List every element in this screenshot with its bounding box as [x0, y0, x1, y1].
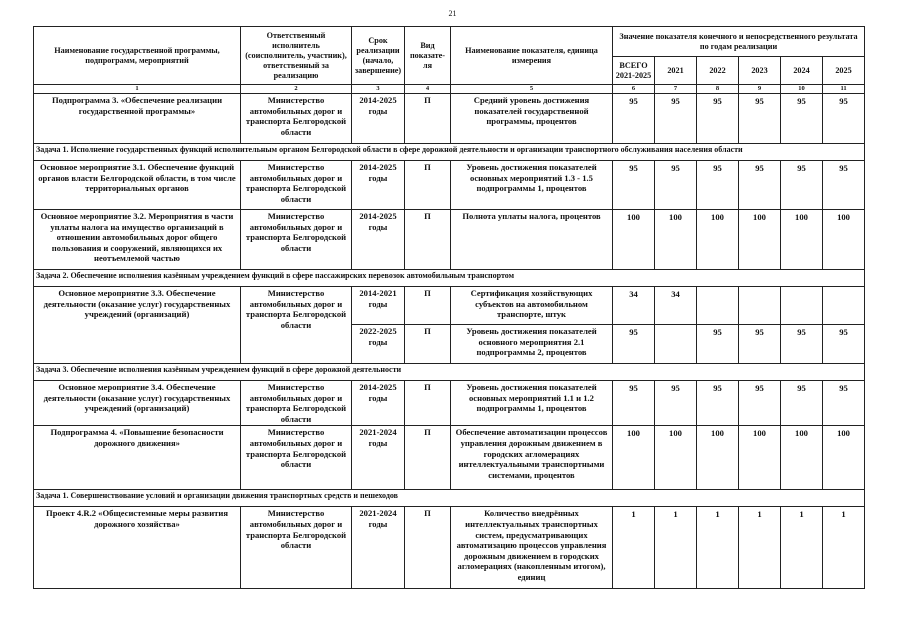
column-number: 1 [34, 85, 241, 94]
task-row [34, 270, 865, 287]
value-cell: 95 [697, 381, 739, 426]
kind-cell: П [405, 325, 451, 364]
value-cell: 1 [697, 507, 739, 589]
value-cell: 100 [697, 426, 739, 490]
header-indicator: Наименование показателя, единица измерения [451, 27, 613, 85]
term-cell: 2014-2025 годы [352, 381, 405, 426]
program-cell: Основное мероприятие 3.4. Обеспечение деятельности (оказание услуг) государственных учреждений (организаций) [34, 381, 241, 426]
header-year: 2024 [781, 57, 823, 85]
program-cell: Проект 4.R.2 «Общесистемные меры развития дорожного хозяйства» [34, 507, 241, 589]
executor-cell: Министерство автомобильных дорог и транспорта Белгородской области [241, 210, 352, 270]
header-year: 2022 [697, 57, 739, 85]
kind-cell: П [405, 287, 451, 325]
table-row [34, 94, 865, 144]
value-cell: 1 [739, 507, 781, 589]
value-cell: 95 [697, 325, 739, 364]
value-cell: 100 [823, 426, 865, 490]
executor-cell: Министерство автомобильных дорог и транспорта Белгородской области [241, 161, 352, 210]
value-cell: 95 [655, 381, 697, 426]
value-cell: 95 [823, 94, 865, 144]
indicator-cell: Средний уровень достижения показателей государственной программы, процентов [451, 94, 613, 144]
term-cell: 2014-2025 годы [352, 94, 405, 144]
value-cell: 1 [823, 507, 865, 589]
executor-cell: Министерство автомобильных дорог и транспорта Белгородской области [241, 287, 352, 364]
value-cell: 34 [655, 287, 697, 325]
value-cell: 95 [739, 94, 781, 144]
kind-cell: П [405, 210, 451, 270]
indicator-cell: Сертификация хозяйствующих субъектов на автомобильном транспорте, штук [451, 287, 613, 325]
value-cell: 95 [781, 325, 823, 364]
indicators-table [33, 26, 865, 589]
table-row [34, 507, 865, 589]
kind-cell: П [405, 94, 451, 144]
value-cell: 95 [823, 161, 865, 210]
column-number: 8 [697, 85, 739, 94]
header-program: Наименование государственной программы, подпрограмм, мероприятий [34, 27, 241, 85]
value-cell: 95 [823, 325, 865, 364]
term-cell: 2021-2024 годы [352, 426, 405, 490]
table-row [34, 287, 865, 325]
indicator-cell: Уровень достижения показателей основных мероприятий 1.3 - 1.5 подпрограммы 1, процентов [451, 161, 613, 210]
indicator-cell: Уровень достижения показателей основного мероприятия 2.1 подпрограммы 2, процентов [451, 325, 613, 364]
value-cell: 95 [697, 161, 739, 210]
table-row [34, 426, 865, 490]
value-cell: 95 [655, 161, 697, 210]
column-number: 6 [613, 85, 655, 94]
value-cell: 95 [781, 94, 823, 144]
indicator-cell: Обеспечение автоматизации процессов управления дорожным движением в городских агломерациях интеллектуальными транспортными системами, процентов [451, 426, 613, 490]
value-cell: 1 [781, 507, 823, 589]
value-cell: 100 [781, 210, 823, 270]
value-cell: 100 [655, 210, 697, 270]
value-cell: 100 [823, 210, 865, 270]
program-cell: Основное мероприятие 3.3. Обеспечение деятельности (оказание услуг) государственных учреждений (организаций) [34, 287, 241, 364]
value-cell: 34 [613, 287, 655, 325]
value-cell: 1 [613, 507, 655, 589]
term-cell: 2014-2021 годы [352, 287, 405, 325]
executor-cell: Министерство автомобильных дорог и транспорта Белгородской области [241, 507, 352, 589]
column-number: 5 [451, 85, 613, 94]
task-heading: Задача 2. Обеспечение исполнения казённым учреждением функций в сфере пассажирских перевозок автомобильным транспортом [34, 270, 865, 287]
term-cell: 2022-2025 годы [352, 325, 405, 364]
kind-cell: П [405, 426, 451, 490]
column-number: 9 [739, 85, 781, 94]
program-cell: Основное мероприятие 3.2. Мероприятия в части уплаты налога на имущество организаций в отношении автомобильных дорог общего пользования и сооружений, являющихся их неотъемлемой частью [34, 210, 241, 270]
indicator-cell: Уровень достижения показателей основных мероприятий 1.1 и 1.2 подпрограммы 1, процентов [451, 381, 613, 426]
value-cell: 95 [655, 94, 697, 144]
value-cell: 95 [613, 325, 655, 364]
value-cell: 100 [613, 210, 655, 270]
header-values-group: Значение показателя конечного и непосредственного результата по годам реализации [613, 27, 865, 57]
table-row [34, 210, 865, 270]
table-row [34, 161, 865, 210]
header-year: 2021 [655, 57, 697, 85]
kind-cell: П [405, 161, 451, 210]
value-cell [739, 287, 781, 325]
kind-cell: П [405, 507, 451, 589]
header-kind: Вид показате-ля [405, 27, 451, 85]
task-row [34, 144, 865, 161]
kind-cell: П [405, 381, 451, 426]
value-cell: 1 [655, 507, 697, 589]
executor-cell: Министерство автомобильных дорог и транспорта Белгородской области [241, 426, 352, 490]
task-heading: Задача 1. Исполнение государственных функций исполнительным органом Белгородской области в сфере дорожной деятельности и организации транспортного обслуживания населения области [34, 144, 865, 161]
header-executor: Ответственный исполнитель (соисполнитель, участник), ответственный за реализацию [241, 27, 352, 85]
program-cell: Основное мероприятие 3.1. Обеспечение функций органов власти Белгородской области, в том числе территориальных органов [34, 161, 241, 210]
value-cell [823, 287, 865, 325]
value-cell [697, 287, 739, 325]
term-cell: 2014-2025 годы [352, 161, 405, 210]
value-cell: 95 [613, 94, 655, 144]
value-cell: 95 [739, 381, 781, 426]
value-cell: 95 [781, 161, 823, 210]
value-cell: 100 [697, 210, 739, 270]
value-cell: 95 [697, 94, 739, 144]
value-cell [655, 325, 697, 364]
header-total: ВСЕГО 2021-2025 [613, 57, 655, 85]
column-number: 2 [241, 85, 352, 94]
task-row [34, 364, 865, 381]
indicator-cell: Количество внедрённых интеллектуальных транспортных систем, предусматривающих автоматизацию процессов управления дорожным движением в городских агломерациях (накопленным итогом), единиц [451, 507, 613, 589]
column-number: 10 [781, 85, 823, 94]
value-cell: 95 [739, 325, 781, 364]
header-year: 2025 [823, 57, 865, 85]
task-row [34, 490, 865, 507]
program-cell: Подпрограмма 3. «Обеспечение реализации государственной программы» [34, 94, 241, 144]
value-cell: 95 [823, 381, 865, 426]
page-number: 21 [448, 9, 457, 18]
value-cell: 95 [613, 161, 655, 210]
value-cell: 100 [739, 426, 781, 490]
value-cell: 100 [613, 426, 655, 490]
indicator-cell: Полнота уплаты налога, процентов [451, 210, 613, 270]
column-number: 11 [823, 85, 865, 94]
value-cell: 95 [739, 161, 781, 210]
column-number: 4 [405, 85, 451, 94]
executor-cell: Министерство автомобильных дорог и транспорта Белгородской области [241, 94, 352, 144]
column-number: 3 [352, 85, 405, 94]
value-cell: 95 [613, 381, 655, 426]
term-cell: 2014-2025 годы [352, 210, 405, 270]
column-number: 7 [655, 85, 697, 94]
program-cell: Подпрограмма 4. «Повышение безопасности дорожного движения» [34, 426, 241, 490]
value-cell: 100 [739, 210, 781, 270]
header-year: 2023 [739, 57, 781, 85]
term-cell: 2021-2024 годы [352, 507, 405, 589]
task-heading: Задача 3. Обеспечение исполнения казённым учреждением функций в сфере дорожной деятельности [34, 364, 865, 381]
value-cell: 95 [781, 381, 823, 426]
value-cell: 100 [655, 426, 697, 490]
task-heading: Задача 1. Совершенствование условий и организации движения транспортных средств и пешеходов [34, 490, 865, 507]
table-row [34, 381, 865, 426]
header-term: Срок реализации (начало, завершение) [352, 27, 405, 85]
value-cell [781, 287, 823, 325]
value-cell: 100 [781, 426, 823, 490]
executor-cell: Министерство автомобильных дорог и транспорта Белгородской области [241, 381, 352, 426]
